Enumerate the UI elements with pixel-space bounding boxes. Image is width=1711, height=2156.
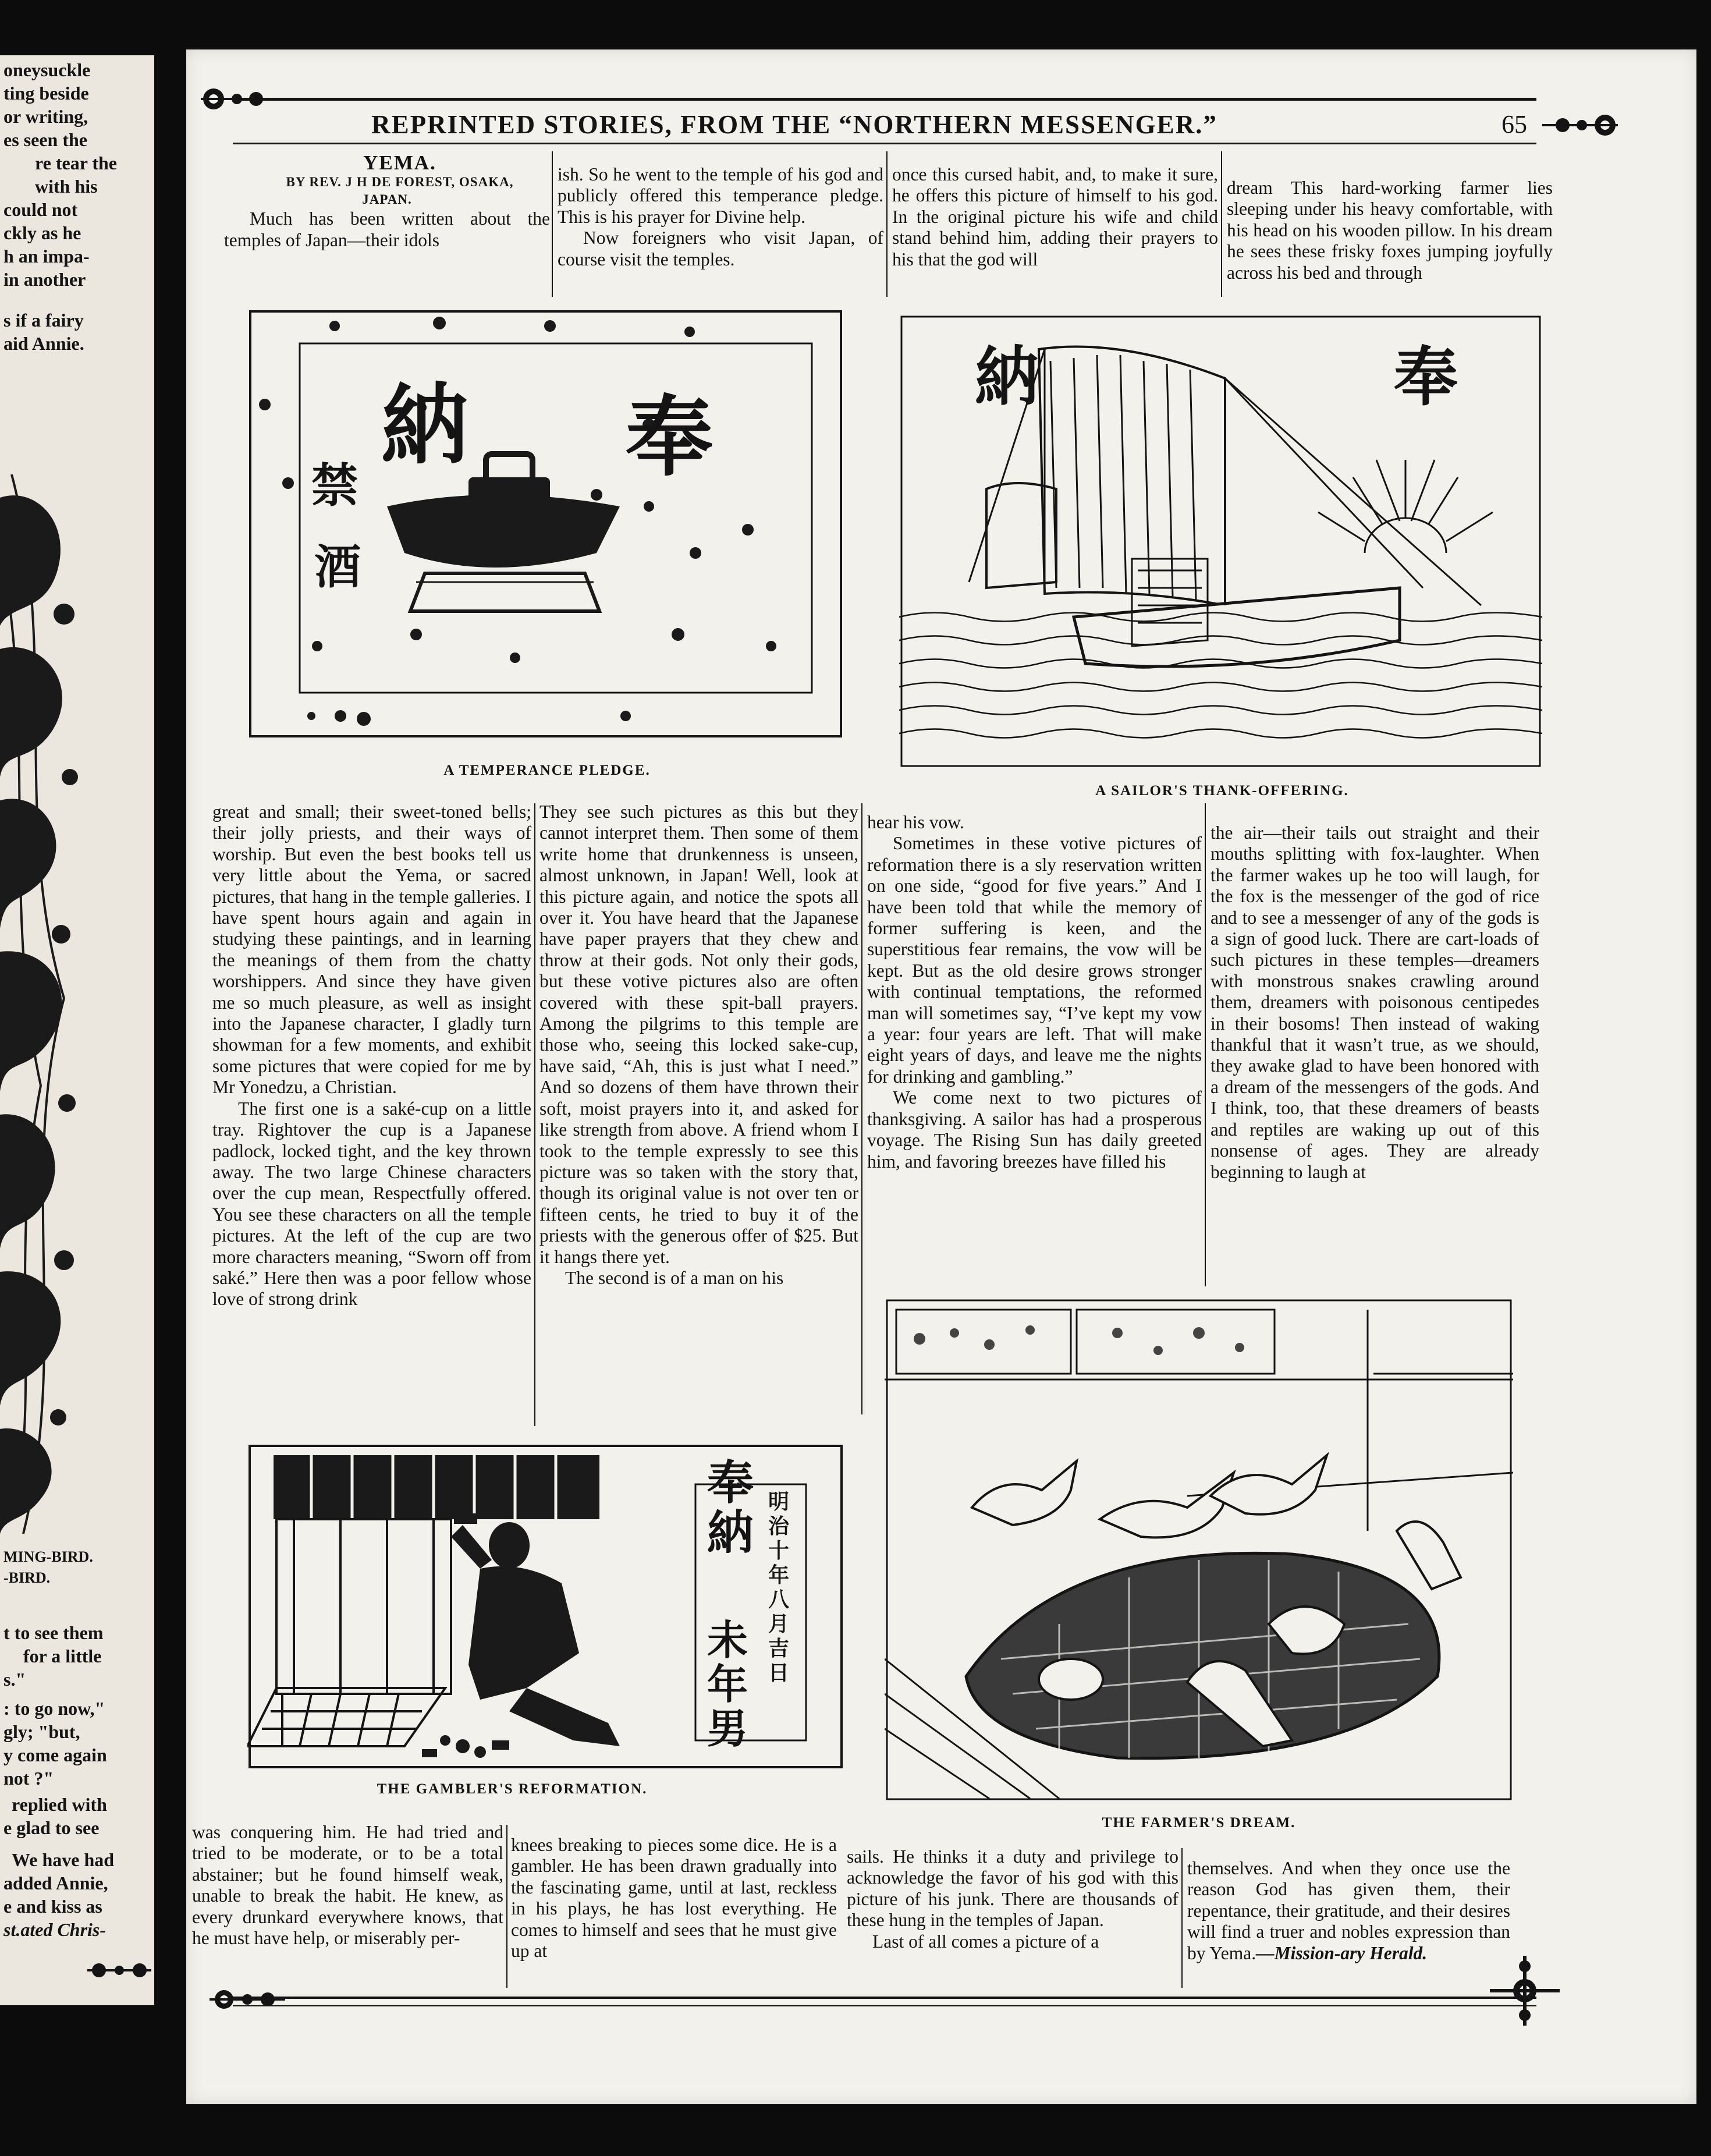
kanji-character: 奉	[626, 387, 713, 488]
left-fragment-line: for a little	[23, 1646, 102, 1666]
left-fragment-line: s if a fairy	[3, 310, 84, 331]
left-fragment-line: e glad to see	[3, 1817, 100, 1838]
column-rule	[1221, 151, 1222, 297]
column-rule	[506, 1825, 507, 1988]
gambler-reformation-illustration	[247, 1444, 844, 1770]
paragraph	[1187, 1858, 1510, 1964]
left-fragment-line: h an impa-	[3, 246, 90, 267]
left-fragment-line: st.ated Chris-	[3, 1919, 107, 1940]
paragraph: The second is of a man on his	[565, 1267, 784, 1288]
column-rule	[861, 803, 862, 1414]
column-1-middle	[212, 802, 531, 1310]
column-4-middle	[1211, 822, 1539, 1183]
left-fragment-line: aid Annie.	[3, 333, 84, 354]
corner-ornament-icon	[1542, 108, 1618, 143]
paragraph: great and small; their sweet-toned bells; their jolly priests, and their ways of worship. But even the best books tell us very little about the Yema, or sacred pictures, that hang in the temple galleries. I have spent hours again and again in studying these paintings, and in learning the meanings of them from the chatty worshippers. And since they have given me so much pleasure, as well as insight into the Japanese character, I gladly turn showman for a few moments, and exhibit some pictures that were copied for me by Mr Yonedzu, a Christian.	[212, 802, 531, 1098]
header-bottom-rule	[233, 143, 1536, 144]
left-fragment-line: not ?"	[3, 1768, 54, 1789]
paragraph: hear his vow.	[867, 812, 964, 832]
kanji-character: 未年男	[707, 1616, 748, 1753]
kanji-character: 禁	[311, 459, 358, 513]
footer-rule	[233, 2005, 1536, 2006]
left-fragment-line: -BIRD.	[3, 1569, 51, 1586]
paragraph: once this cursed habit, and, to make it sure, he offers this picture of himself to his god. In the original picture his wife and child stand behind him, adding their prayers to his that the god will	[892, 164, 1218, 270]
corner-ornament-icon	[210, 1982, 285, 2017]
floral-engraving-illustration	[0, 474, 87, 1534]
paragraph: was conquering him. He had tried and tried to be moderate, or to be a total abstainer; but he found himself weak, unable to break the habit. He knew, as every drunkard everywhere knows, that he must have help, or miserably per-	[192, 1822, 503, 1949]
paragraph: Now foreigners who visit Japan, of course visit the temples.	[558, 228, 883, 270]
paragraph: Much has been written about the temples of Japan—their idols	[224, 208, 550, 250]
left-fragment-line: s."	[3, 1669, 26, 1690]
illustration-caption: A TEMPERANCE PLEDGE.	[443, 763, 651, 778]
sake-cup-engraving	[247, 308, 844, 739]
paragraph: ish. So he went to the temple of his god and publicly offered this temperance pledge. This is his prayer for Divine help.	[558, 164, 883, 227]
paragraph: They see such pictures as this but they cannot interpret them. Then some of them write home that drunkenness is unseen, almost unknown, in Japan! Well, look at this picture again, and notice the spots all over it. You have heard that the Japanese have paper prayers that they chew and throw at their gods. Not only their gods, but these votive pictures also are often covered with these spit-ball prayers. Among the pilgrims to this temple are those who, seeing this locked sake-cup, have said, “Ah, this is just what I need.” And so dozens of them have thrown their soft, moist prayers into it, and asked for like strength from above. A friend whom I took to the temple expressly to see this picture was so taken with the story that, though its original value is not over ten or fifteen cents, he tried to buy it of the priests with the generous offer of $25. But it hangs there yet.	[539, 802, 858, 1267]
column-3-bottom	[847, 1846, 1178, 1952]
kanji-character: 納	[381, 375, 469, 477]
adjacent-page-fragment	[0, 55, 154, 2005]
temperance-pledge-illustration	[247, 308, 844, 739]
column-rule	[1205, 803, 1206, 1286]
illustration-caption: THE FARMER'S DREAM.	[1102, 1815, 1296, 1831]
column-3-middle	[867, 812, 1202, 1172]
column-4-top	[1227, 178, 1553, 283]
paragraph: the air—their tails out straight and their mouths splitting with fox-laughter. When the farmer wakes up he too will laugh, for the fox is the messenger of the god of rice and to see a messenger of any of the gods is a sign of good luck. There are cart-loads of such pictures in these temples—dreamers with monstrous snakes crawling around them, dreamers with poisonous centipedes in their bosoms! Then instead of waking thankful that it wasn’t true, as we should, they awake glad to have been honored with a dream of the messengers of the gods. And I think, too, that these dreamers of beasts and reptiles are waking up out of this nonsense of ages. They are already beginning to laugh at	[1211, 822, 1539, 1182]
corner-ornament-icon	[1490, 1956, 1560, 2026]
left-fragment-line: ting beside	[3, 83, 89, 104]
paragraph: We come next to two pictures of thanksgiving. A sailor has had a prosperous voyage. The Rising Sun has daily greeted him, and favoring breezes have filled his	[867, 1087, 1202, 1172]
farmer-dream-illustration	[885, 1298, 1513, 1802]
left-ornament-icon	[87, 1956, 151, 1985]
left-fragment-line: could not	[3, 199, 78, 220]
column-1-bottom	[192, 1822, 503, 1949]
footer-rule	[233, 1997, 1536, 1999]
paragraph: Sometimes in these votive pictures of reformation there is a sly reservation written on one side, “good for five years.” And I have been told that while the memory of former suffering is keen, and the superstitious fear remains, the vow will be kept. But as the old desire grows stronger with continual temptations, the reformed man will sometimes say, “I’ve kept my vow a year: four years are left. That will make eight years of days, and leave me the nights for drinking and gambling.”	[867, 833, 1202, 1087]
sailor-thank-offering-illustration	[899, 314, 1542, 768]
paragraph: The first one is a saké-cup on a little tray. Rightover the cup is a Japanese padlock, locked tight, and the key thrown away. The two large Chinese characters over the cup mean, Respectfully offered. You see these characters on all the temple pictures. At the left of the cup are two more characters meaning, “Sworn off from saké.” Here then was a poor fellow whose love of strong drink	[212, 1098, 531, 1310]
column-rule	[1181, 1848, 1183, 1988]
left-fragment-line: added Annie,	[3, 1873, 108, 1893]
column-rule	[534, 803, 535, 1426]
farmer-engraving	[885, 1298, 1513, 1802]
left-fragment-line: We have had	[12, 1849, 115, 1870]
article-title: YEMA.	[363, 151, 436, 174]
left-fragment-line: y come again	[3, 1744, 107, 1765]
left-fragment-line: MING-BIRD.	[3, 1548, 93, 1565]
left-fragment-line: : to go now,"	[3, 1698, 105, 1719]
left-fragment-line: replied with	[12, 1794, 107, 1815]
byline-line: JAPAN.	[362, 192, 412, 207]
left-fragment-line: re tear the	[35, 153, 117, 173]
column-2-middle	[539, 802, 858, 1289]
kanji-character: 奉	[1394, 340, 1458, 414]
illustration-caption: THE GAMBLER'S REFORMATION.	[377, 1781, 648, 1797]
paragraph: Last of all comes a picture of a	[872, 1931, 1099, 1952]
page-number: 65	[1501, 110, 1527, 139]
column-rule	[552, 151, 553, 297]
column-2-bottom	[511, 1835, 837, 1962]
left-fragment-line: oneysuckle	[3, 59, 91, 80]
byline-line: BY REV. J H DE FOREST, OSAKA,	[286, 175, 514, 190]
paragraph: knees breaking to pieces some dice. He is a gambler. He has been drawn gradually into the fascinating game, until at last, reckless in his plays, he has lost everything. He comes to himself and sees that he must give up at	[511, 1835, 837, 1962]
kanji-character: 奉納	[707, 1456, 754, 1560]
left-fragment-line: ckly as he	[3, 222, 81, 243]
illustration-caption: A SAILOR'S THANK-OFFERING.	[1095, 783, 1349, 799]
column-2-top	[558, 164, 883, 270]
kanji-character: 納	[975, 340, 1039, 414]
left-fragment-line: in another	[3, 269, 86, 290]
kanji-character: 酒	[314, 540, 361, 594]
column-1-top	[224, 153, 550, 251]
left-fragment-line: e and kiss as	[3, 1896, 102, 1917]
paragraph: dream This hard-working farmer lies sleeping under his heavy comfortable, with his head on his wooden pillow. In his dream he sees these frisky foxes jumping joyfully across his bed and through	[1227, 178, 1553, 283]
column-4-bottom	[1187, 1858, 1510, 1964]
article-byline	[224, 173, 550, 208]
paragraph: sails. He thinks it a duty and privilege to acknowledge the favor of his god with this picture of his junk. There are thousands of these hung in the temples of Japan.	[847, 1846, 1178, 1931]
column-rule	[886, 151, 888, 297]
left-fragment-line: with his	[35, 176, 98, 197]
page-header-title: REPRINTED STORIES, FROM THE “NORTHERN MESSENGER.”	[371, 110, 1217, 139]
left-fragment-line: t to see them	[3, 1622, 104, 1643]
left-fragment-line: es seen the	[3, 129, 87, 150]
article-attribution: —Mission-ary Herald.	[1256, 1942, 1428, 1963]
left-fragment-line: or writing,	[3, 106, 88, 127]
left-fragment-line: gly; "but,	[3, 1721, 80, 1742]
paragraph-text: themselves. And when they once use the reason God has given them, their repentance, their gratitude, and their desires will find a truer and nobles expression than by Yema.	[1187, 1858, 1510, 1963]
column-3-top	[892, 164, 1218, 270]
header-top-rule	[233, 98, 1536, 101]
kanji-date-inscription: 明治十年八月吉日	[768, 1490, 790, 1685]
